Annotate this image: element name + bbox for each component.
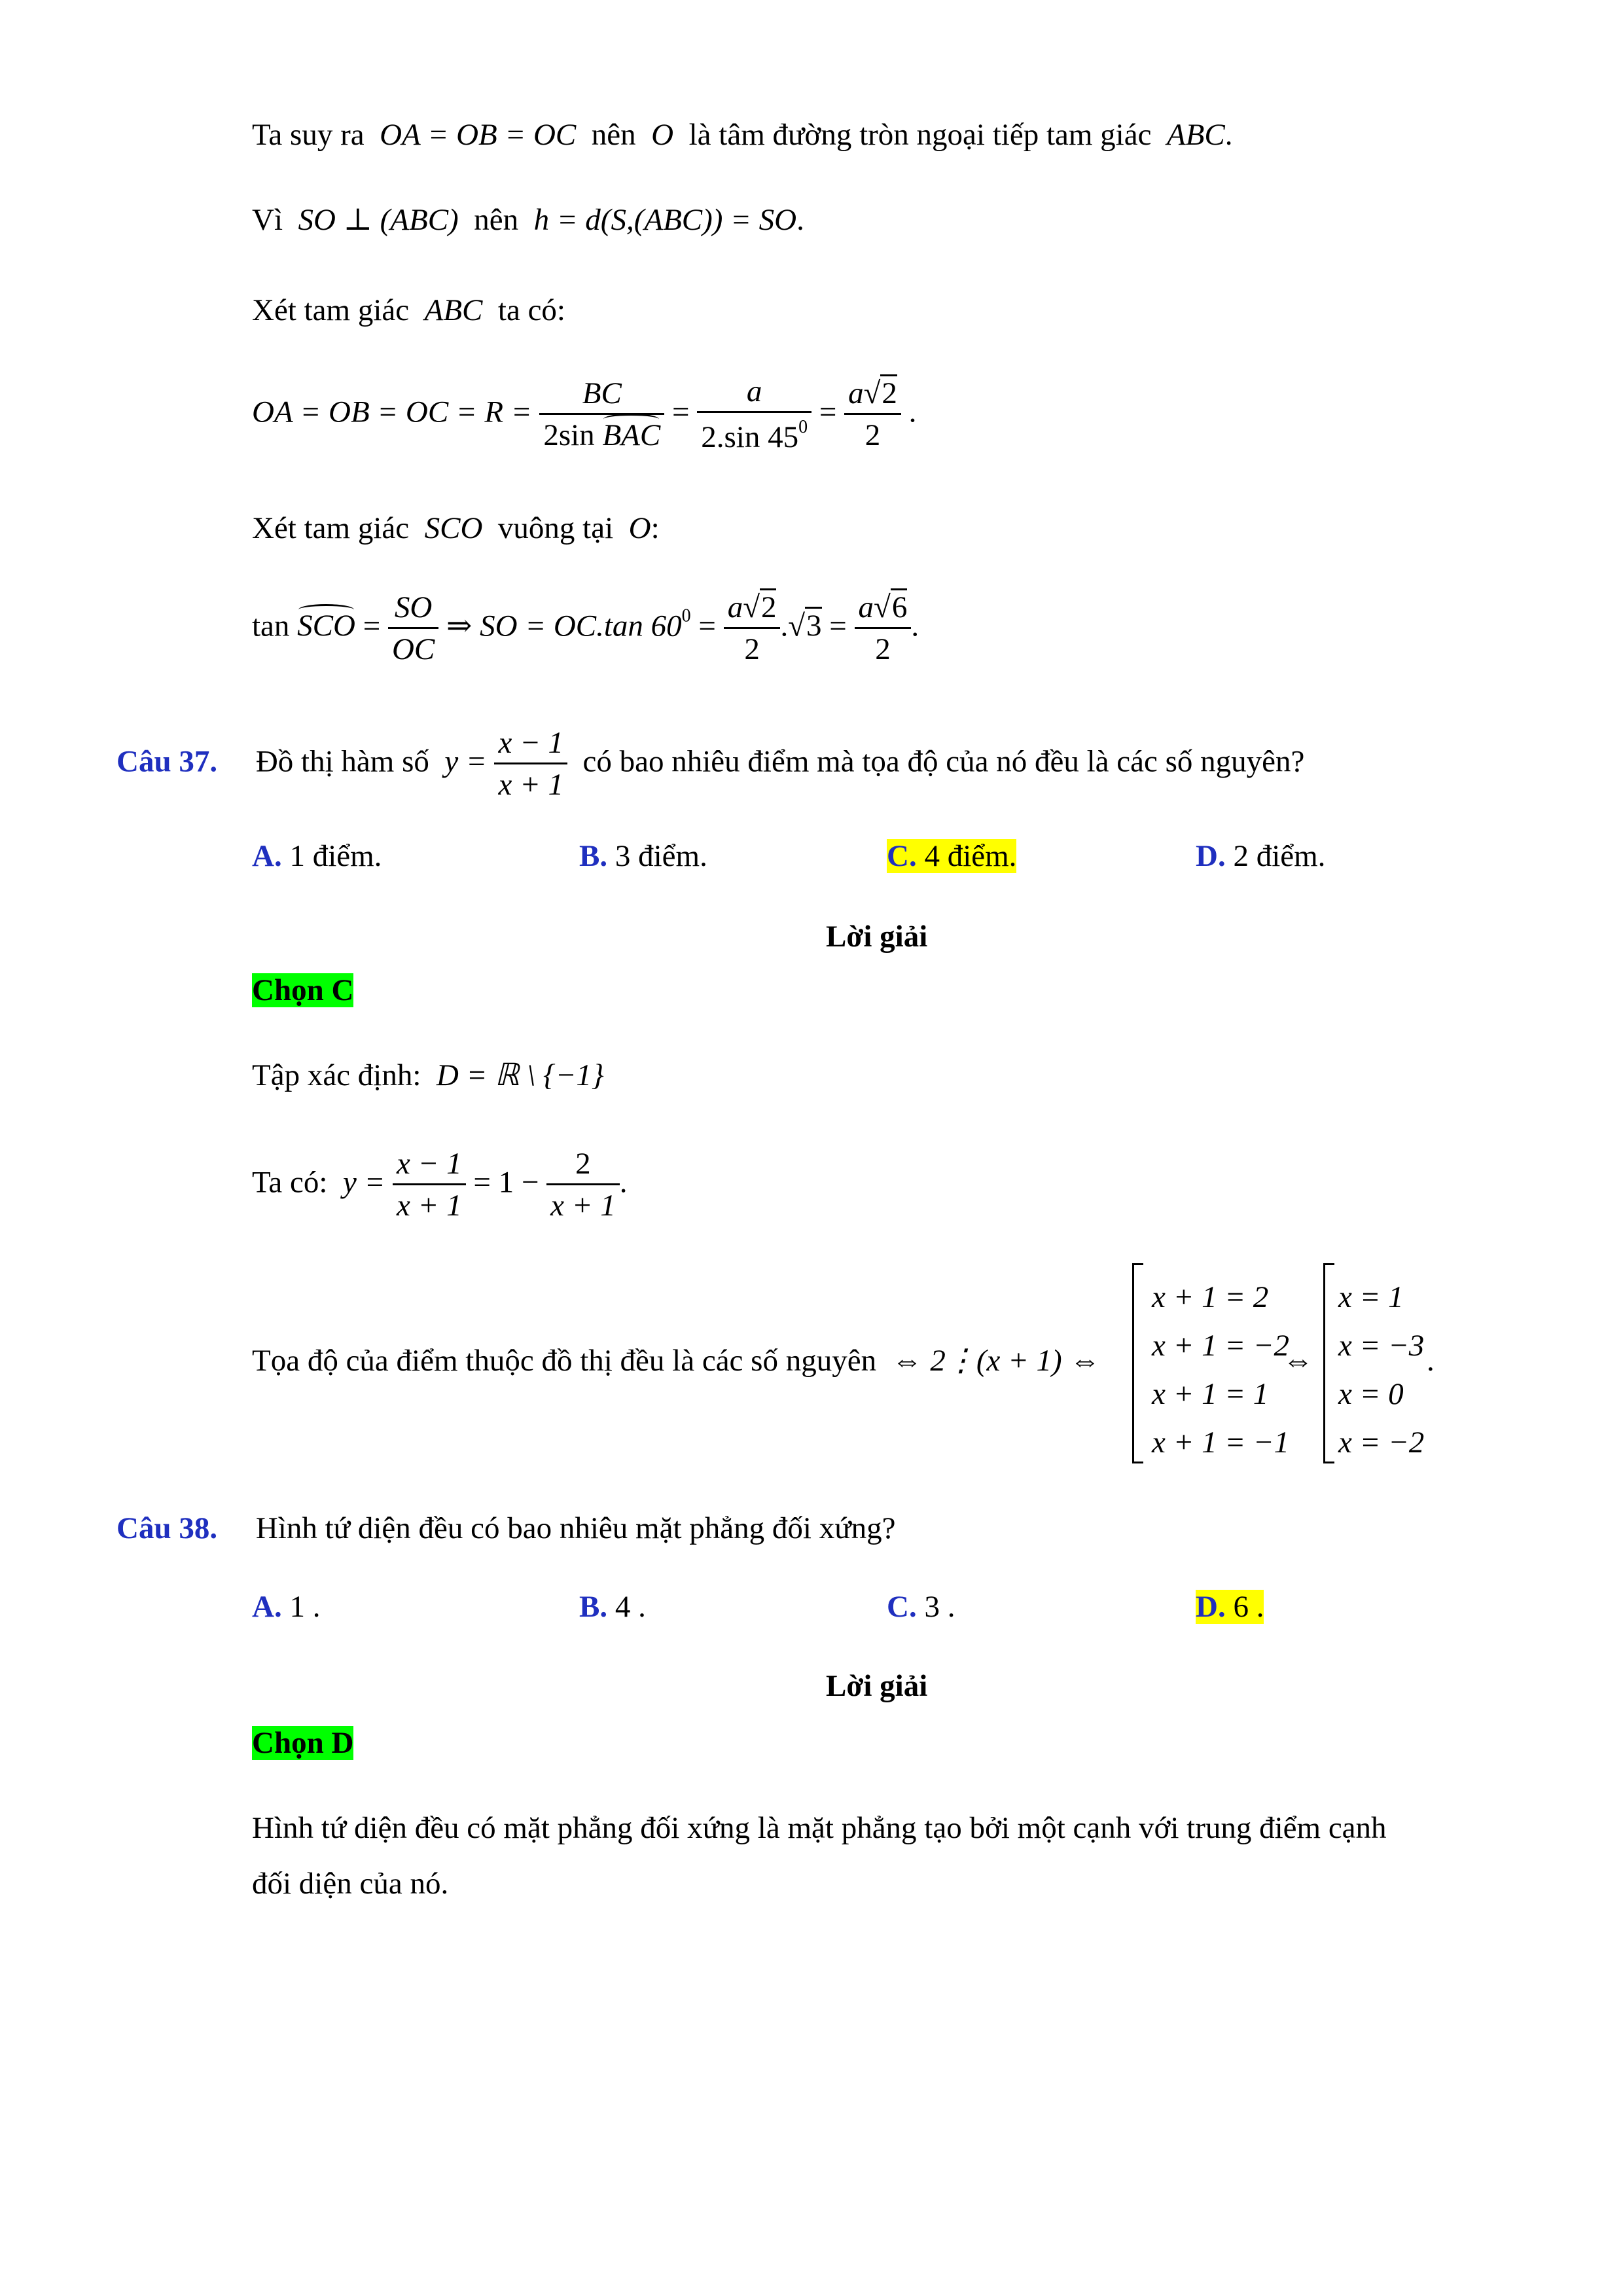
radicand: 3 [805, 607, 822, 643]
denominator: 2 [865, 418, 881, 452]
math: y = [444, 744, 487, 779]
text: . [1427, 1344, 1435, 1378]
line-conclusion-center [252, 120, 1232, 151]
option-letter: C. [887, 1590, 917, 1624]
denominator: x + 1 [397, 1189, 462, 1223]
line-height-so [252, 205, 804, 236]
option-text: 1 . [289, 1590, 321, 1624]
bracket [1132, 1263, 1143, 1463]
numerator: BC [539, 378, 664, 415]
option-letter: B. [579, 1590, 608, 1624]
question-label: Câu 38. [116, 1511, 218, 1545]
fraction [697, 376, 812, 453]
math: D = ℝ \ {−1} [436, 1058, 604, 1092]
text: Tập xác định: [252, 1058, 421, 1092]
solution-title: Lời giải [826, 920, 928, 954]
question-label: Câu 37. [116, 744, 218, 779]
fraction: $\frac{a√2}{2}$ [844, 378, 901, 451]
option-a[interactable] [252, 841, 382, 872]
denominator: x + 1 [550, 1189, 616, 1223]
math: O [628, 511, 651, 545]
system-row: x = 1 [1338, 1280, 1404, 1314]
option-b[interactable] [579, 1592, 646, 1623]
fraction [494, 728, 567, 800]
system-row: x + 1 = 2 [1152, 1280, 1269, 1314]
math: OA = OB = OC [380, 118, 577, 152]
math: ABC [424, 293, 483, 327]
numerator: 2 [546, 1149, 620, 1185]
question-text: Đồ thị hàm số [255, 744, 429, 779]
math: h = d(S,(ABC)) = SO [533, 203, 797, 237]
math: SCO [424, 511, 483, 545]
numerator: a [858, 590, 874, 624]
equals: = [829, 609, 847, 643]
option-a[interactable] [252, 1592, 320, 1623]
domain-line [252, 1060, 604, 1091]
rewrite-line [252, 1149, 627, 1221]
question-text: Hình tứ diện đều có bao nhiêu mặt phẳng đối xứng? [255, 1511, 896, 1545]
equals: = [819, 395, 837, 429]
option-letter: A. [252, 839, 282, 873]
superscript: 0 [681, 605, 691, 626]
option-c[interactable] [887, 1592, 955, 1623]
math: ⇒ SO = OC.tan 60 [446, 609, 682, 643]
radicand: 2 [760, 588, 777, 624]
option-d[interactable] [1196, 841, 1325, 872]
text: vuông tại [497, 511, 614, 545]
math: y = [342, 1165, 385, 1200]
numerator: x − 1 [494, 728, 567, 764]
text: Xét tam giác [252, 293, 410, 327]
equation-so: tan SCO = $\frac{SO}{OC}$ ⇒ SO = OC.tan $60^0$ = $\frac{a√2}{2}$ .√3 = $\frac{a√6}{2}$ . [252, 592, 919, 665]
fraction [388, 592, 438, 665]
option-text: 2 điểm. [1233, 839, 1326, 873]
line-consider-abc [252, 295, 565, 326]
integer-line [252, 1346, 1100, 1376]
denominator: 2 [875, 632, 891, 666]
option-text: 3 . [924, 1590, 955, 1624]
superscript: 0 [798, 417, 808, 437]
equivalence-arrow: ⇔ [1283, 1344, 1313, 1378]
numerator: SO [388, 592, 438, 629]
equals: = [671, 395, 690, 429]
fraction [546, 1149, 620, 1221]
option-letter: B. [579, 839, 608, 873]
text: tan [252, 609, 290, 643]
solution-title: Lời giải [826, 1669, 928, 1703]
denominator: OC [391, 632, 435, 666]
system-row: x = −3 [1338, 1329, 1425, 1363]
text: Xét tam giác [252, 511, 410, 545]
option-d[interactable] [1196, 1592, 1264, 1623]
text: . [780, 609, 789, 643]
question-text: có bao nhiêu điểm mà tọa độ của nó đều là các số nguyên? [582, 744, 1305, 779]
system-row: x = −2 [1338, 1426, 1425, 1460]
text: Vì [252, 203, 283, 237]
answer-choice [252, 1728, 353, 1759]
solution-text-2: đối diện của nó. [252, 1867, 449, 1901]
equals: = [698, 609, 716, 643]
text: là tâm đường tròn ngoại tiếp tam giác [688, 118, 1152, 152]
option-text: 4 . [615, 1590, 646, 1624]
choice-label: Chọn C [252, 973, 354, 1007]
text: ta có: [497, 293, 565, 327]
text: nên [591, 118, 636, 152]
question-38 [116, 1513, 896, 1544]
system-2 [1338, 1273, 1424, 1467]
option-text: 4 điểm. [924, 839, 1017, 873]
option-text: 3 điểm. [615, 839, 707, 873]
radicand: 2 [880, 374, 897, 410]
math: SO ⊥ (ABC) [298, 203, 459, 237]
numerator: a [697, 376, 812, 413]
option-letter: A. [252, 1590, 282, 1624]
math: O [651, 118, 674, 152]
system-1 [1152, 1273, 1289, 1467]
text: . [619, 1165, 628, 1200]
solution-text-1: Hình tứ diện đều có mặt phẳng đối xứng là mặt phẳng tạo bởi một cạnh với trung điểm cạnh [252, 1811, 1387, 1845]
bracket [1323, 1263, 1334, 1463]
option-letter: D. [1196, 1590, 1226, 1624]
fraction: $\frac{a√6}{2}$ [855, 592, 912, 665]
fraction [539, 378, 664, 451]
system-row: x + 1 = −1 [1152, 1426, 1290, 1460]
text: : [651, 511, 660, 545]
denominator: 2.sin 45 [701, 420, 799, 454]
text: Ta có: [252, 1165, 328, 1200]
denominator: x + 1 [498, 768, 564, 802]
angle: BAC [602, 418, 661, 452]
text: . [908, 395, 917, 429]
equation-radius [252, 376, 916, 453]
option-c[interactable] [887, 841, 1016, 872]
question-37 [116, 728, 1304, 800]
equals: = [363, 609, 381, 643]
fraction: $\frac{a√2}{2}$ [724, 592, 781, 665]
math: = 1 − [473, 1165, 539, 1200]
option-letter: D. [1196, 839, 1226, 873]
numerator: a [727, 590, 743, 624]
choice-label: Chọn D [252, 1726, 354, 1760]
math: ⇔ 2⋮(x + 1) ⇔ [891, 1344, 1101, 1378]
math: OA = OB = OC = R = [252, 395, 532, 429]
text: Tọa độ của điểm thuộc đồ thị đều là các số nguyên [252, 1344, 877, 1378]
system-row: x + 1 = 1 [1152, 1377, 1269, 1411]
system-row: x = 0 [1338, 1377, 1404, 1411]
text: Ta suy ra [252, 118, 365, 152]
option-b[interactable] [579, 841, 707, 872]
text: . [796, 203, 804, 237]
system-row: x + 1 = −2 [1152, 1329, 1290, 1363]
option-text: 1 điểm. [289, 839, 382, 873]
denominator: 2 [744, 632, 760, 666]
fraction [393, 1149, 466, 1221]
radicand: 6 [891, 588, 908, 624]
text: nên [474, 203, 519, 237]
option-letter: C. [887, 839, 917, 873]
numerator: x − 1 [393, 1149, 466, 1185]
numerator: a [848, 376, 864, 410]
text: . [911, 609, 919, 643]
answer-choice [252, 975, 353, 1006]
math: ABC [1166, 118, 1225, 152]
option-text: 6 . [1233, 1590, 1264, 1624]
text: . [1224, 118, 1233, 152]
angle: SCO [297, 609, 355, 643]
denominator: 2sin [543, 418, 595, 452]
line-consider-sco [252, 513, 660, 544]
